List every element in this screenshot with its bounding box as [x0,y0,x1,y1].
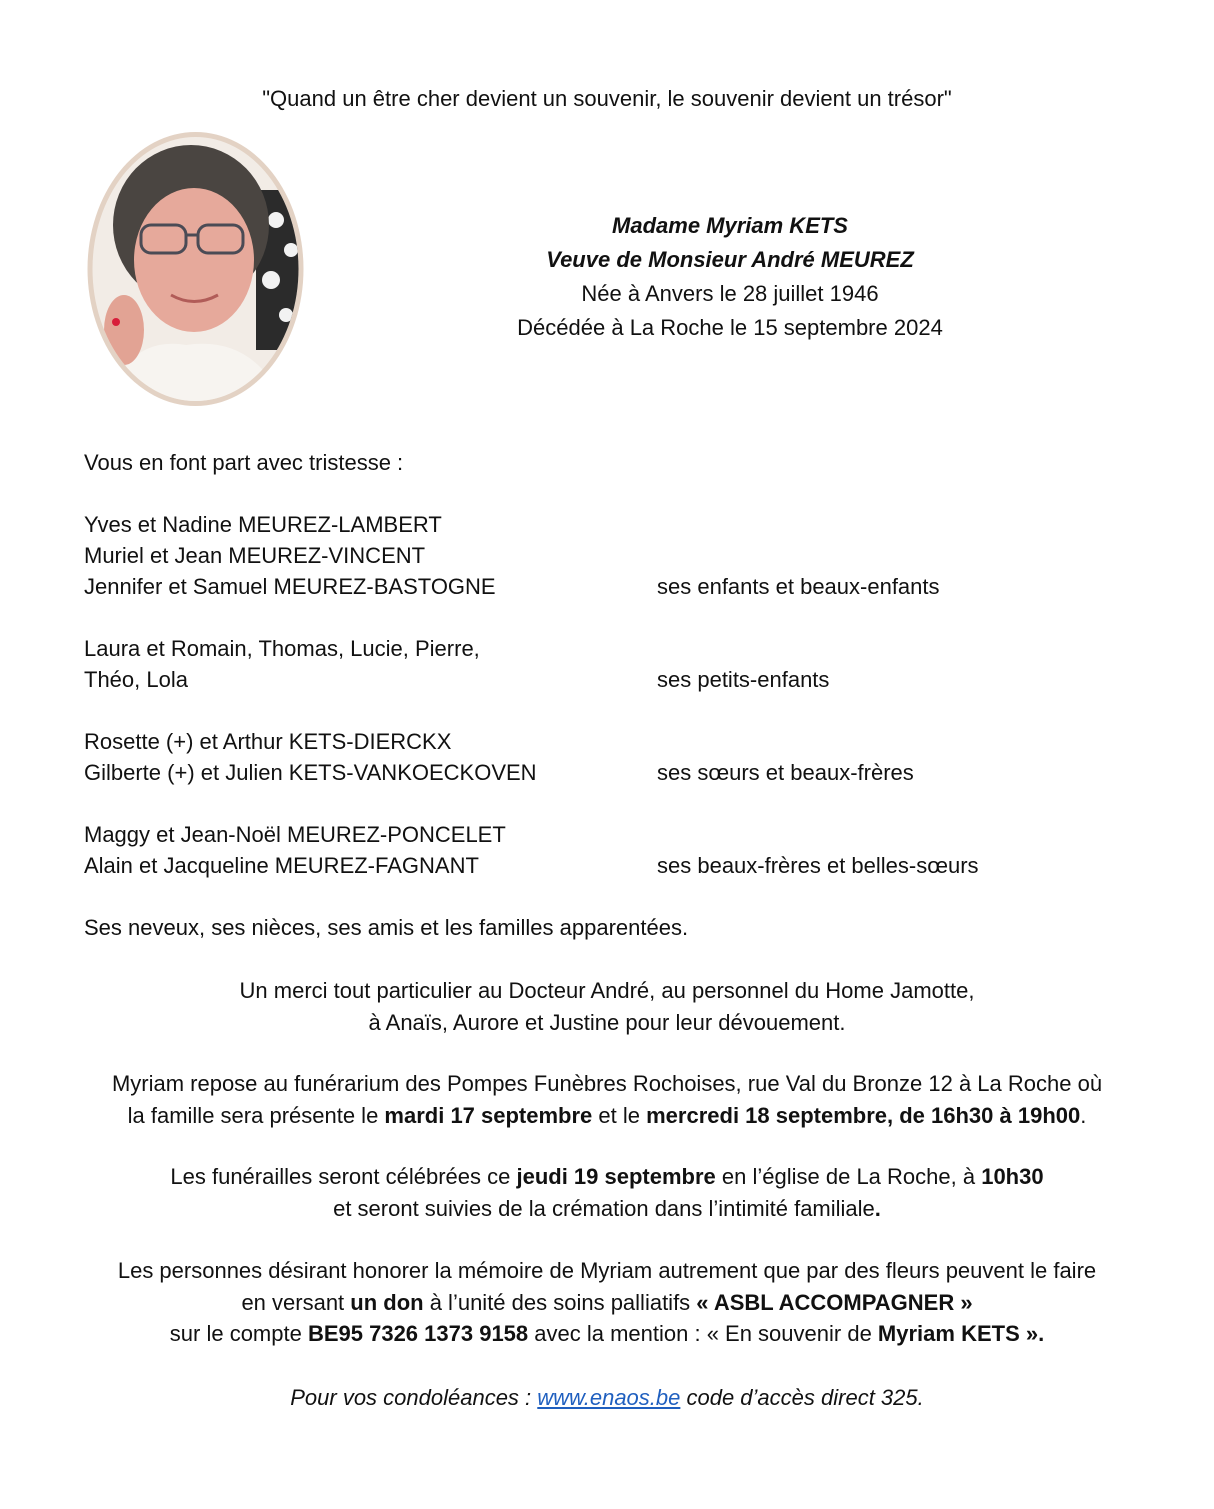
family-member: Jennifer et Samuel MEUREZ-BASTOGNE [84,574,496,599]
funeral-time: 10h30 [981,1164,1044,1189]
portrait-photo [86,130,305,408]
condolences-text: Pour vos condoléances : [290,1385,538,1410]
condolences-line [0,1385,1214,1411]
intro: Vous en font part avec tristesse : [84,450,404,475]
family-relation: ses beaux-frères et belles-sœurs [657,853,979,878]
donation-don: un don [350,1290,424,1315]
widow-of: Veuve de Monsieur André MEUREZ [546,247,914,272]
visitation-text: et le [592,1103,647,1128]
visitation-line-2 [0,1103,1214,1129]
donation-text: avec la mention : « En souvenir de [528,1321,878,1346]
family-member: Alain et Jacqueline MEUREZ-FAGNANT [84,853,479,878]
family-relation: ses petits-enfants [657,667,830,692]
thanks-line-1: Un merci tout particulier au Docteur André, au personnel du Home Jamotte, [239,978,975,1003]
donation-text: en versant [241,1290,351,1315]
visitation-day-1: mardi 17 septembre [384,1103,593,1128]
visitation-day-2: mercredi 18 septembre [646,1103,888,1128]
family-member: Maggy et Jean-Noël MEUREZ-PONCELET [84,822,506,847]
funeral-line-2 [0,1196,1214,1222]
funeral-text: et seront suivies de la crémation dans l’intimité familiale [333,1196,875,1221]
funeral-line-1 [0,1164,1214,1190]
funeral-text: Les funérailles seront célébrées ce [170,1164,517,1189]
funeral-date: jeudi 19 septembre [516,1164,716,1189]
visitation-text: la famille sera présente le [127,1103,385,1128]
donation-text: à l’unité des soins palliatifs [423,1290,697,1315]
extended-family: Ses neveux, ses nièces, ses amis et les familles apparentées. [84,915,689,940]
quote: "Quand un être cher devient un souvenir, le souvenir devient un trésor" [262,86,952,111]
donation-name: Myriam KETS [877,1321,1020,1346]
funeral-text: en l’église de La Roche, à [715,1164,982,1189]
family-member: Rosette (+) et Arthur KETS-DIERCKX [84,729,452,754]
condolences-link[interactable]: www.enaos.be [537,1385,681,1410]
family-relation: ses enfants et beaux-enfants [657,574,940,599]
family-member: Gilberte (+) et Julien KETS-VANKOECKOVEN [84,760,537,785]
donation-iban: BE95 7326 1373 9158 [307,1321,529,1346]
thanks-line-2: à Anaïs, Aurore et Justine pour leur dévouement. [368,1010,846,1035]
visitation-end: . [1080,1103,1087,1128]
donation-text: sur le compte [169,1321,308,1346]
birth-info: Née à Anvers le 28 juillet 1946 [581,281,879,306]
donation-end: ». [1019,1321,1045,1346]
family-member: Laura et Romain, Thomas, Lucie, Pierre, [84,636,480,661]
family-member: Muriel et Jean MEUREZ-VINCENT [84,543,426,568]
family-member: Yves et Nadine MEUREZ-LAMBERT [84,512,442,537]
visitation-line-1: Myriam repose au funérarium des Pompes Funèbres Rochoises, rue Val du Bronze 12 à La Roche où [111,1071,1103,1096]
condolences-text: code d’accès direct 325. [680,1385,924,1410]
donation-line-1: Les personnes désirant honorer la mémoire de Myriam autrement que par des fleurs peuvent le faire [117,1258,1097,1283]
death-info: Décédée à La Roche le 15 septembre 2024 [517,315,943,340]
visitation-time: , de 16h30 à 19h00 [887,1103,1081,1128]
family-member: Théo, Lola [84,667,188,692]
donation-org: « ASBL ACCOMPAGNER » [696,1290,973,1315]
donation-line-3 [0,1321,1214,1347]
funeral-end: . [874,1196,881,1221]
family-relation: ses sœurs et beaux-frères [657,760,914,785]
donation-line-2 [0,1290,1214,1316]
deceased-name-text: Madame Myriam KETS [612,213,848,238]
